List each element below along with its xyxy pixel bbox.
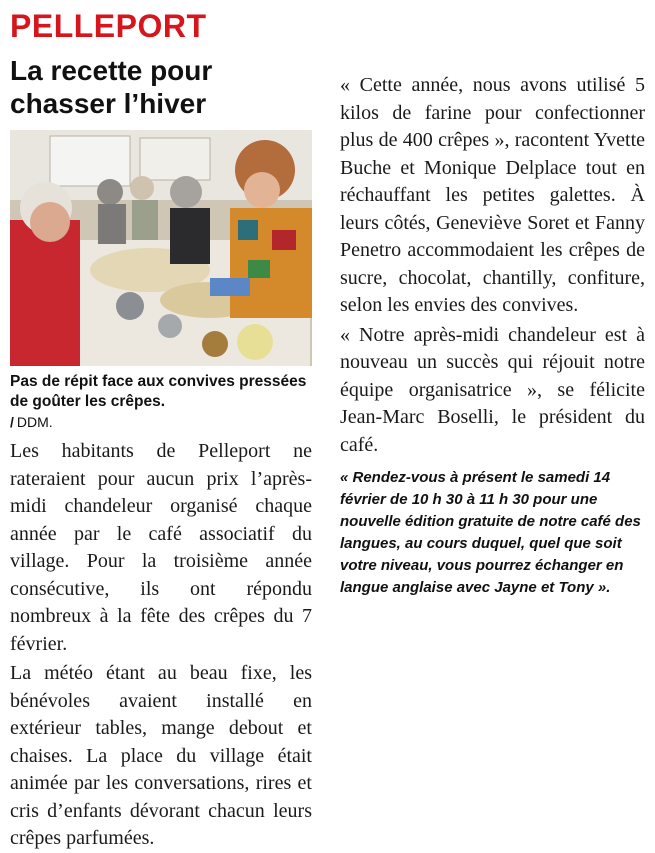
photo-credit [10,412,312,432]
headline-line-1: La recette pour [10,55,213,86]
photo-caption: Pas de répit face aux convives pressées de goûter les crêpes. [10,373,307,410]
headline [10,54,312,120]
paragraph-1: Les habitants de Pelleport ne rateraient pour aucun prix l’après-midi chandeleur organisé chaque année par le café associatif du village. Pour la troisième année consécutive, ils ont répondu nombreux à la fête des crêpes du 7 février. [10,440,312,655]
paragraph-2: La météo étant au beau fixe, les bénévoles avaient installé en extérieur tables, mange debout et chaises. La place du village était animée par les conversations, rires et cris d’enfants dévorant chacun leurs crêpes parfumées. [10,662,312,849]
closing-quote: « Rendez-vous à présent le samedi 14 février de 10 h 30 à 11 h 30 pour une nouvelle édition gratuite de notre café des langues, au cours duquel, quel que soit votre niveau, vous pourrez échanger en langue anglaise avec Jayne et Tony ». [340,469,641,596]
credit-text: DDM. [16,414,53,430]
paragraph-4: « Notre après-midi chandeleur est à nouveau un succès qui réjouit notre équipe organisatrice », se félicite Jean-Marc Boselli, le président du café. [340,323,645,456]
headline-line-2: chasser l’hiver [10,88,207,119]
article-photo [10,130,312,366]
paragraph-3: « Cette année, nous avons utilisé 5 kilos de farine pour confectionner plus de 400 crêpes », racontent Yvette Buche et Monique Delplace tout en réchauffant les petites galettes. À leurs côtés, Geneviève Soret et Fanny Penetro accommodaient les crêpes de sucre, chocolat, chantilly, confiture, selon les envies des convives. [340,74,645,316]
right-column [340,72,645,599]
credit-slash: / [10,414,14,430]
left-column [10,6,312,853]
kicker-location: PELLEPORT [10,8,207,44]
